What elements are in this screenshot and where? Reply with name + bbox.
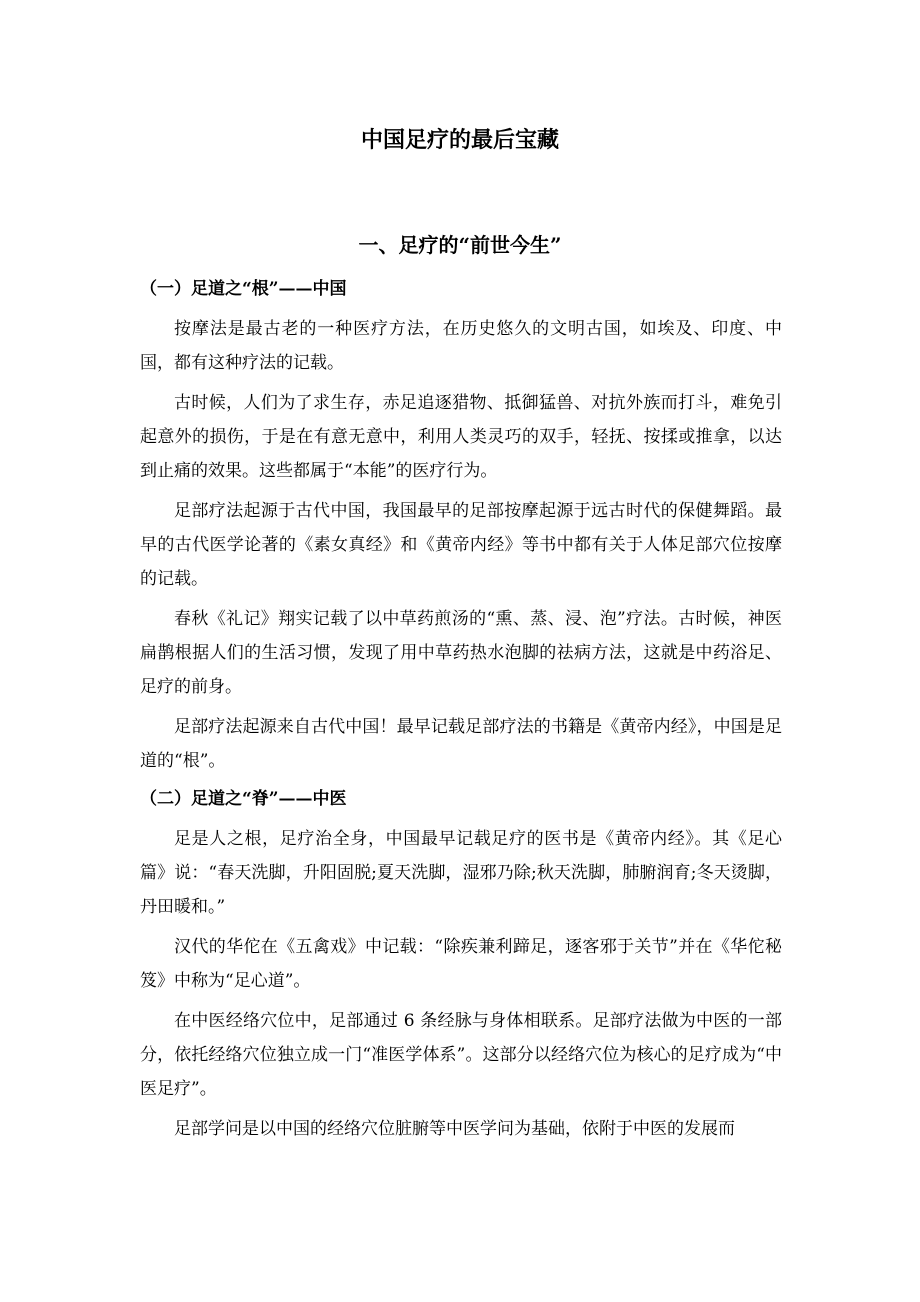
- paragraph: 足部疗法起源于古代中国，我国最早的足部按摩起源于远古时代的保健舞蹈。最早的古代医学论著的《素女真经》和《黄帝内经》等书中都有关于人体足部穴位按摩的记载。: [140, 501, 782, 589]
- subsection-heading-root: （一）足道之“根”——中国: [140, 279, 347, 299]
- paragraph: 足是人之根，足疗治全身，中国最早记载足疗的医书是《黄帝内经》。其《足心篇》说：“春天洗脚，升阳固脱;夏天洗脚，湿邪乃除;秋天洗脚，肺腑润育;冬天烫脚，丹田暖和。”: [140, 829, 782, 917]
- paragraph: 古时候，人们为了求生存，赤足追逐猎物、抵御猛兽、对抗外族而打斗，难免引起意外的损伤，于是在有意无意中，利用人类灵巧的双手，轻抚、按揉或推拿，以达到止痛的效果。这些都属于“本能”的医疗行为。: [140, 393, 782, 481]
- document-body: [140, 274, 782, 1152]
- paragraph: 足部学问是以中国的经络穴位脏腑等中医学问为基础，依附于中医的发展而: [174, 1119, 735, 1139]
- paragraph: 按摩法是最古老的一种医疗方法，在历史悠久的文明古国，如埃及、印度、中国，都有这种疗法的记载。: [140, 319, 782, 373]
- paragraph: 春秋《礼记》翔实记载了以中草药煎汤的“熏、蒸、浸、泡”疗法。古时候，神医扁鹊根据人们的生活习惯，发现了用中草药热水泡脚的祛病方法，这就是中药浴足、足疗的前身。: [140, 609, 782, 697]
- section-heading: 一、足疗的“前世今生”: [358, 233, 562, 257]
- paragraph: 汉代的华佗在《五禽戏》中记载：“除疾兼利蹄足，逐客邪于关节”并在《华佗秘笈》中称为“足心道”。: [140, 937, 782, 991]
- paragraph: 在中医经络穴位中，足部通过 6 条经脉与身体相联系。足部疗法做为中医的一部分，依托经络穴位独立成一门“准医学体系”。这部分以经络穴位为核心的足疗成为“中医足疗”。: [140, 1011, 782, 1099]
- subsection-heading-spine: （二）足道之“脊”——中医: [140, 789, 347, 809]
- document-title: 中国足疗的最后宝藏: [360, 127, 559, 153]
- paragraph: 足部疗法起源来自古代中国！最早记载足部疗法的书籍是《黄帝内经》，中国是足道的“根”。: [140, 717, 782, 771]
